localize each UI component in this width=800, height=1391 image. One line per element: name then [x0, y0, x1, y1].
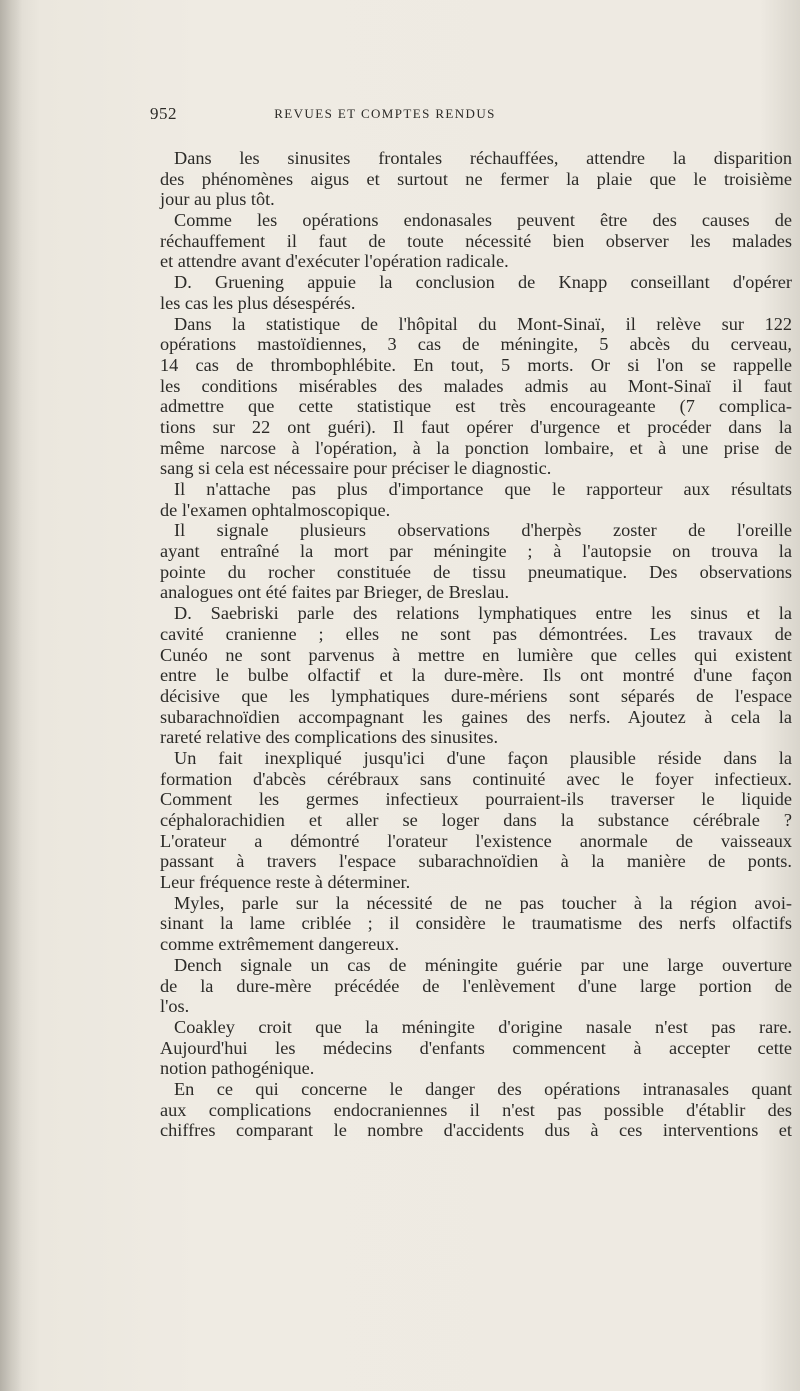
text-line: rareté relative des complications des sinusites.: [160, 727, 499, 748]
text-line: Il n'attache pas plus d'importance que le rapporteur aux résultats: [174, 479, 792, 499]
text-line: Aujourd'hui les médecins d'enfants commencent à accepter cette: [160, 1037, 792, 1058]
text-line: Cunéo ne sont parvenus à mettre en lumière que celles qui existent: [160, 644, 792, 665]
text-line: Comment les germes infectieux pourraient-ils traverser le liquide: [160, 789, 792, 810]
text-line: passant à travers l'espace subarachnoïdien à la manière de ponts.: [160, 851, 792, 872]
text-line: chiffres comparant le nombre d'accidents dus à ces interventions et: [160, 1120, 792, 1141]
text-line: D. Gruening appuie la conclusion de Knapp conseillant d'opérer: [174, 272, 792, 293]
page-gutter-shadow: [0, 0, 22, 1391]
text-line: aux complications endocraniennes il n'est pas possible d'établir des: [160, 1099, 792, 1120]
text-line: opérations mastoïdiennes, 3 cas de méningite, 5 abcès du cerveau,: [160, 334, 792, 355]
text-line: admettre que cette statistique est très encourageante (7 complica-: [160, 396, 792, 417]
text-line: céphalorachidien et aller se loger dans la substance cérébrale ?: [160, 810, 792, 830]
text-line: En ce qui concerne le danger des opérations intranasales quant: [174, 1078, 792, 1099]
text-line: Dans les sinusites frontales réchauffées, attendre la disparition: [174, 148, 792, 168]
text-line: analogues ont été faites par Brieger, de Breslau.: [160, 582, 510, 603]
text-line: Leur fréquence reste à déterminer.: [160, 872, 411, 893]
text-line: Il signale plusieurs observations d'herpès zoster de l'oreille: [174, 520, 792, 541]
page-header: [150, 104, 790, 128]
text-line: des phénomènes aigus et surtout ne fermer la plaie que le troisième: [160, 168, 792, 189]
text-line: l'os.: [160, 996, 190, 1017]
text-line: et attendre avant d'exécuter l'opération radicale.: [160, 251, 509, 272]
body-text: [160, 148, 792, 1141]
running-head: REVUES ET COMPTES RENDUS: [274, 106, 496, 121]
text-line: Coakley croit que la méningite d'origine nasale n'est pas rare.: [174, 1016, 792, 1037]
text-line: entre le bulbe olfactif et la dure-mère. Ils ont montré d'une façon: [160, 665, 792, 686]
text-line: L'orateur a démontré l'orateur l'existence anormale de vaisseaux: [160, 830, 792, 851]
text-line: Dans la statistique de l'hôpital du Mont-Sinaï, il relève sur 122: [174, 313, 792, 334]
text-line: 14 cas de thrombophlébite. En tout, 5 morts. Or si l'on se rappelle: [160, 354, 792, 375]
text-line: sinant la lame criblée ; il considère le traumatisme des nerfs olfactifs: [160, 913, 792, 934]
text-line: les cas les plus désespérés.: [160, 292, 356, 313]
text-line: formation d'abcès cérébraux sans continuité avec le foyer infectieux.: [160, 768, 792, 789]
page-number: 952: [150, 104, 177, 123]
text-line: cavité cranienne ; elles ne sont pas démontrées. Les travaux de: [160, 623, 792, 644]
text-line: de l'examen ophtalmoscopique.: [160, 499, 391, 520]
text-line: même narcose à l'opération, à la ponction lombaire, et à une prise de: [160, 437, 792, 458]
text-line: sang si cela est nécessaire pour préciser le diagnostic.: [160, 458, 552, 479]
text-line: décisive que les lymphatiques dure-mériens sont séparés de l'espace: [160, 685, 792, 706]
text-line: notion pathogénique.: [160, 1058, 315, 1079]
text-line: jour au plus tôt.: [160, 189, 275, 210]
text-line: subarachnoïdien accompagnant les gaines des nerfs. Ajoutez à cela la: [160, 706, 792, 727]
text-line: ayant entraîné la mort par méningite ; à l'autopsie on trouva la: [160, 541, 792, 562]
text-line: Dench signale un cas de méningite guérie par une large ouverture: [174, 954, 792, 975]
text-line: les conditions misérables des malades admis au Mont-Sinaï il faut: [160, 375, 792, 396]
text-line: tions sur 22 ont guéri). Il faut opérer d'urgence et procéder dans la: [160, 416, 792, 437]
text-line: de la dure-mère précédée de l'enlèvement d'une large portion de: [160, 975, 792, 996]
text-line: D. Saebriski parle des relations lymphatiques entre les sinus et la: [174, 603, 792, 624]
text-line: Myles, parle sur la nécessité de ne pas toucher à la région avoi-: [174, 892, 792, 913]
text-line: comme extrêmement dangereux.: [160, 934, 400, 955]
text-line: Un fait inexpliqué jusqu'ici d'une façon plausible réside dans la: [174, 747, 792, 768]
text-line: pointe du rocher constituée de tissu pneumatique. Des observations: [160, 561, 792, 582]
text-line: Comme les opérations endonasales peuvent être des causes de: [174, 210, 792, 231]
text-line: réchauffement il faut de toute nécessité bien observer les malades: [160, 230, 792, 251]
